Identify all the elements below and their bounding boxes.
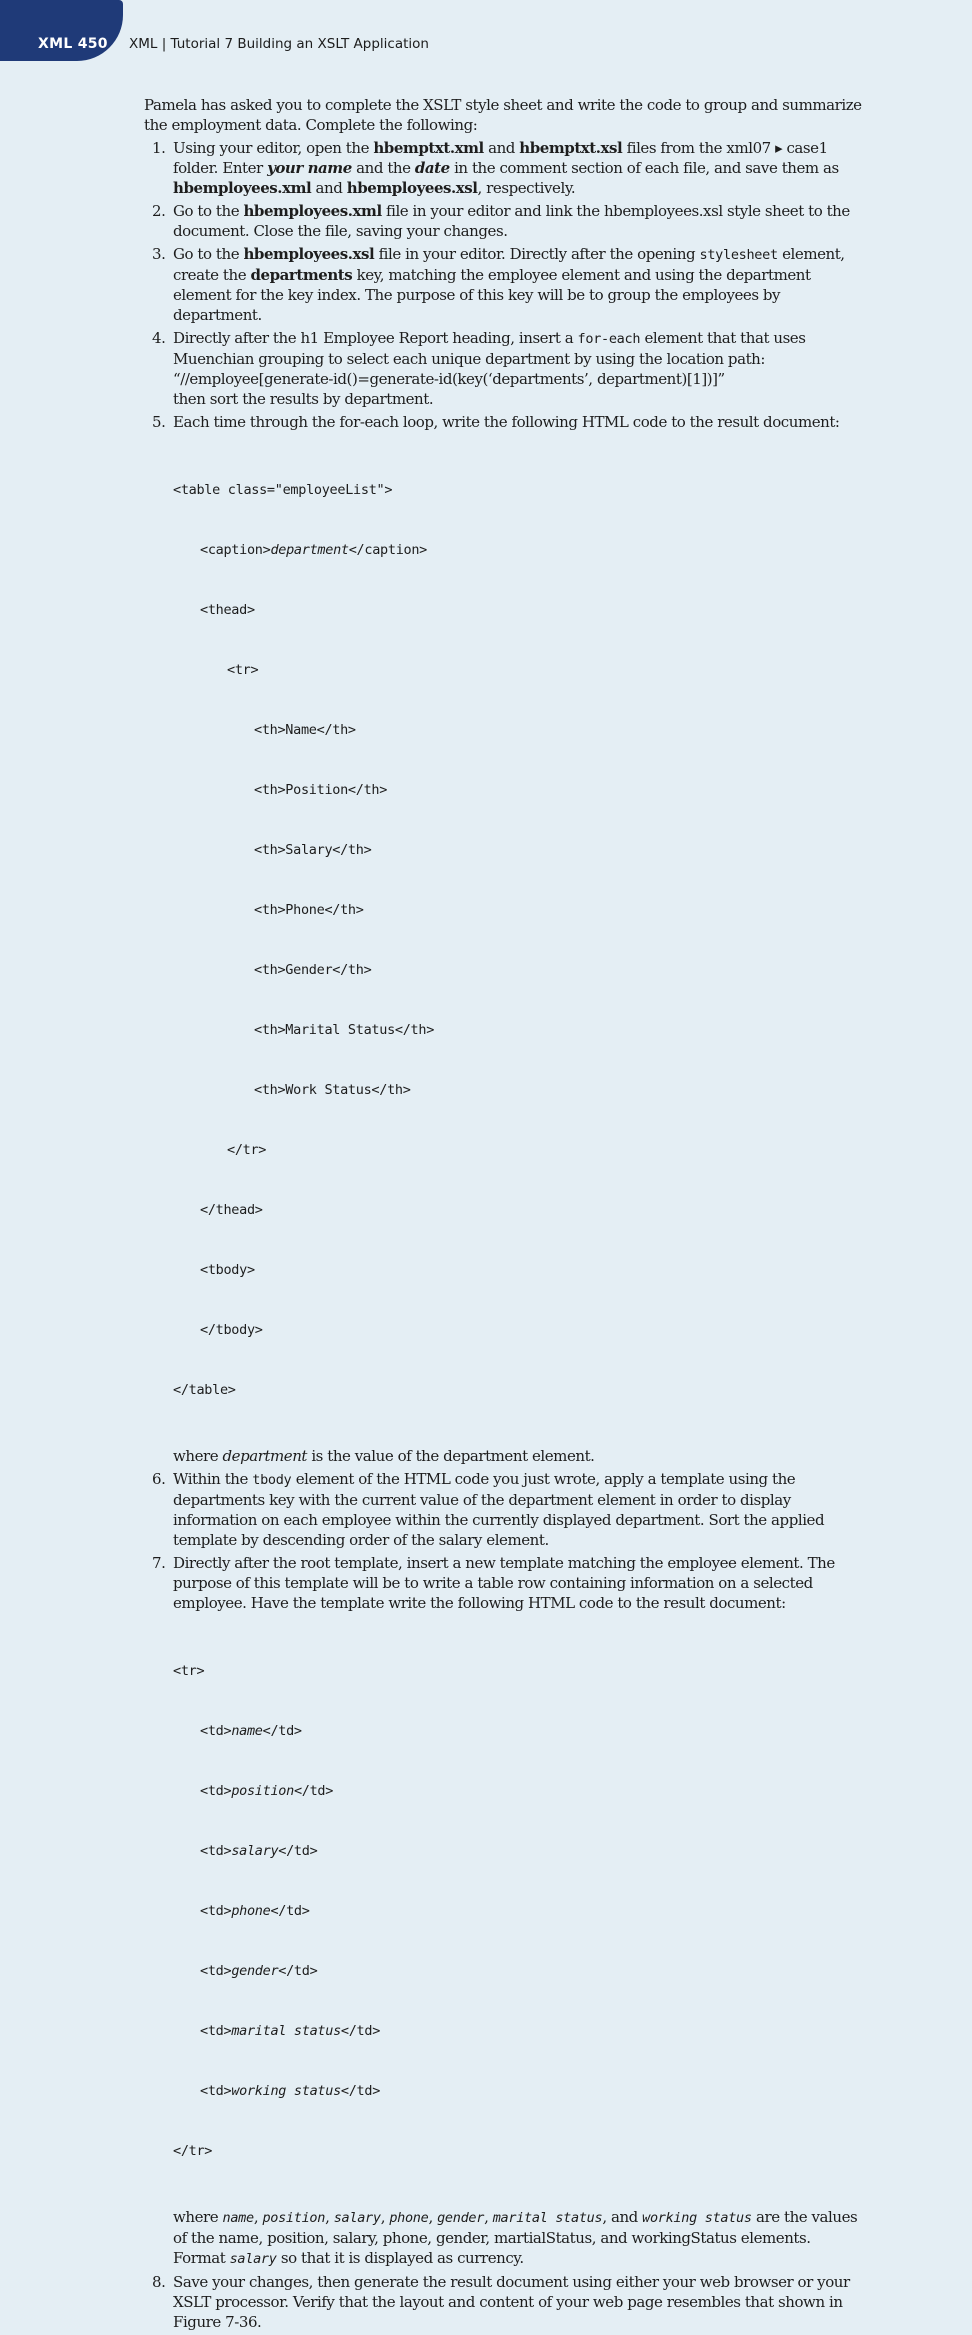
step-number: 6. [152, 1470, 166, 1488]
filename: hbemployees.xsl [346, 179, 478, 197]
step-number: 8. [152, 2273, 166, 2291]
emphasis: your name [267, 159, 352, 177]
code-line: <tbody> [200, 1262, 255, 1278]
step-number: 7. [152, 1554, 166, 1572]
code-line: <th>Phone</th> [254, 902, 364, 918]
code-line: <td>position</td> [200, 1783, 334, 1799]
filename: hbemptxt.xsl [519, 139, 623, 157]
code-line: <td>working status</td> [200, 2083, 381, 2099]
code-line: <tr> [227, 662, 259, 678]
code-line: <td>phone</td> [200, 1903, 310, 1919]
step-number: 1. [152, 139, 166, 157]
key-name: departments [250, 266, 353, 284]
step-number: 4. [152, 329, 166, 347]
page-number: XML 450 [38, 36, 108, 52]
code-line: <table class="employeeList"> [173, 482, 393, 498]
step-7: 7. Directly after the root template, insert a new template matching the employee element. The purpose of this template will be to write a table row containing information on a selected employee. Have the template write the following HTML code to the result document: <tr> <td>name</td> <td>position</td> <td>salary</td> <td>phone</td> <td>gender</td> <td>marital status</td> <td>working status</td> </tr> where name, position, salary, phone, gender, marital status, and working status are the values of the name, position, salary, phone, gender, martialStatus, and workingStatus elements. Format salary so that it is displayed as currency. [144, 1553, 864, 2269]
step-number: 5. [152, 413, 166, 431]
filename: hbemployees.xml [173, 179, 312, 197]
intro-paragraph: Pamela has asked you to complete the XSLT style sheet and write the code to group and summarize the employment data. Complete the following: [144, 96, 862, 134]
step-2: 2. Go to the hbemployees.xml file in your editor and link the hbemployees.xsl style sheet to the document. Close the file, saving your changes. [152, 202, 850, 240]
code-line: <thead> [200, 602, 255, 618]
code-line: <th>Salary</th> [254, 842, 372, 858]
code-line: <tr> [173, 1663, 205, 1679]
step-5-note: where department is the value of the department element. [173, 1447, 595, 1465]
code-term: for-each [577, 331, 641, 347]
step-1: 1. Using your editor, open the hbemptxt.xml and hbemptxt.xsl files from the xml07 ▸ case1 folder. Enter your name and the date in the comment section of each file, and save them as hbemployees.xml and hbemployees.xsl, respectively. [152, 139, 839, 197]
code-line: <th>Position</th> [254, 782, 388, 798]
code-term: stylesheet [699, 247, 778, 263]
running-header: XML | Tutorial 7 Building an XSLT Application [129, 36, 429, 52]
step-7-note: where name, position, salary, phone, gender, marital status, and working status are the values of the name, position, salary, phone, gender, martialStatus, and workingStatus elements. Format salary so that it is displayed as currency. [173, 2208, 858, 2267]
page-number-tab [0, 0, 123, 61]
code-term: tbody [252, 1472, 292, 1488]
step-5: 5. Each time through the for-each loop, write the following HTML code to the result document: <table class="employeeList"> <caption>department</caption> <thead> <tr> <th>Name</th> <th>Position</th> <th>Salary</th> <th>Phone</th> <th>Gender</th> <th>Marital Status</th> <th>Work Status</th> </tr> </thead> <tbody> </tbody> </table> where department is the value of the department element. [144, 412, 864, 1466]
filename: hbemployees.xml [243, 202, 382, 220]
code-line: </tbody> [200, 1322, 263, 1338]
emphasis: date [414, 159, 450, 177]
filename: hbemployees.xsl [243, 245, 375, 263]
code-line: </tr> [227, 1142, 267, 1158]
code-line: <th>Name</th> [254, 722, 356, 738]
location-path: “//employee[generate-id()=generate-id(key(‘departments’, department)[1])]” [173, 370, 725, 388]
filename: hbemptxt.xml [373, 139, 484, 157]
step-number: 2. [152, 202, 166, 220]
code-block-table [173, 440, 864, 1440]
step-3: 3. Go to the hbemployees.xsl file in your editor. Directly after the opening stylesheet element, create the departments key, matching the employee element and using the department element for the key index. The purpose of this key will be to group the employees by department. [152, 245, 845, 324]
step-4: 4. Directly after the h1 Employee Report heading, insert a for-each element that that uses Muenchian grouping to select each unique department by using the location path: “//employee[generate-id()=generate-id(key(‘departments’, department)[1])]” then sort the results by department. [144, 328, 864, 409]
code-line: <td>salary</td> [200, 1843, 318, 1859]
code-line: <th>Gender</th> [254, 962, 372, 978]
code-line: </table> [173, 1382, 236, 1398]
code-line: <td>gender</td> [200, 1963, 318, 1979]
code-block-row [173, 1621, 864, 2201]
step-6: 6. Within the tbody element of the HTML code you just wrote, apply a template using the departments key with the current value of the department element in order to display information on each employee within the currently displayed department. Sort the applied template by descending order of the salary element. [152, 1470, 825, 1549]
step-8: 8. Save your changes, then generate the result document using either your web browser or your XSLT processor. Verify that the layout and content of your web page resembles that shown in Figure 7-36. [152, 2273, 850, 2331]
code-line: <th>Marital Status</th> [254, 1022, 435, 1038]
code-line: <th>Work Status</th> [254, 1082, 411, 1098]
code-line: </tr> [173, 2143, 213, 2159]
code-line: <td>name</td> [200, 1723, 302, 1739]
code-line: <td>marital status</td> [200, 2023, 381, 2039]
code-line: <caption>department</caption> [200, 542, 428, 558]
main-content [144, 95, 864, 2335]
code-line: </thead> [200, 1202, 263, 1218]
step-number: 3. [152, 245, 166, 263]
